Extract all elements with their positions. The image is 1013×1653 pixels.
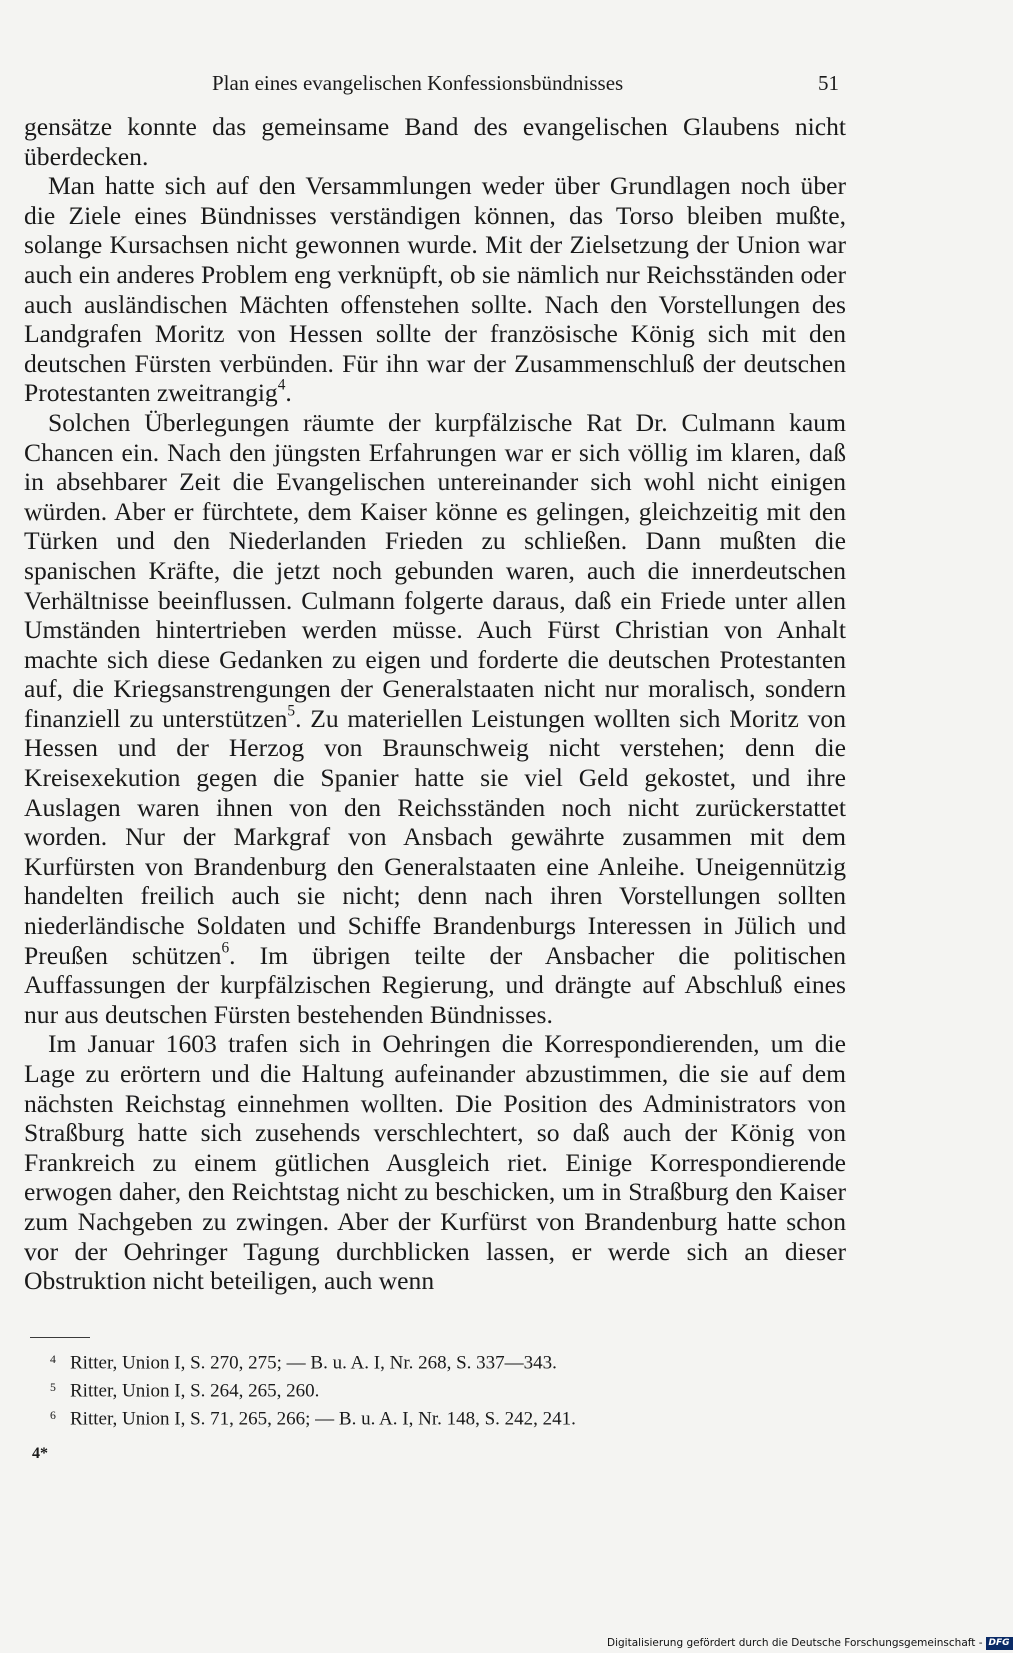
dfg-logo[interactable]: DFG [986,1637,1013,1650]
paragraph-1-text: gensätze konnte das gemeinsame Band des evangelischen Glaubens nicht überdecken. [24,112,846,171]
credit-text: Digitalisierung gefördert durch die Deutsche Forschungsgemeinschaft - [607,1637,983,1649]
paragraph-2-text: Man hatte sich auf den Versammlungen weder über Grundlagen noch über die Ziele eines Bündnisses verständigen können, das Torso bleiben mußte, solange Kursachsen nicht gewonnen wurde. Mit der Zielsetzung der Union war auch ein anderes Problem eng verknüpft, ob sie nämlich nur Reichsständen oder auch ausländischen Mächten offenstehen sollte. Nach den Vorstellungen des Landgrafen Moritz von Hessen sollte der französische König sich mit den deutschen Fürsten verbünden. Für ihn war der Zusammenschluß der deutschen Protestanten zweitrangig [24,171,846,408]
footnote-rule [30,1337,90,1338]
paragraph-3-text-b: . Zu materiellen Leistungen wollten sich Moritz von Hessen und der Herzog von Braunschweig nicht verstehen; denn die Kreisexekution gegen die Spanier hatte sie viel Geld gekostet, und ihre Auslagen waren ihnen von den Reichsständen noch nicht zurückerstattet worden. Nur der Markgraf von Ansbach gewährte zusammen mit dem Kurfürsten von Brandenburg den Generalstaaten eine Anleihe. Uneigennützig handelten freilich auch sie nicht; denn nach ihren Vorstellungen sollten niederländische Soldaten und Schiffe Brandenburgs Interessen in Jülich und Preußen schützen [24,703,846,970]
footnote-5 [50,1376,810,1404]
digitization-credit [607,1635,1013,1651]
footnote-number: 4 [50,1353,56,1366]
footnote-ref-5[interactable]: 5 [287,702,296,720]
footnote-6 [50,1404,810,1432]
footnotes [50,1348,810,1431]
paragraph-3-text-c: . Im übrigen teilte der Ansbacher die politischen Auffassungen der kurpfälzischen Regierung, und drängte auf Abschluß eines nur aus deutschen Fürsten bestehenden Bündnisses. [24,940,846,1029]
paragraph-4 [24,1029,846,1295]
running-head [0,68,1000,98]
footnote-number: 6 [50,1408,56,1422]
footnote-text: Ritter, Union I, S. 71, 265, 266; — B. u. A. I, Nr. 148, S. 242, 241. [70,1407,576,1429]
paragraph-2 [24,171,846,408]
footnote-ref-4[interactable]: 4 [277,376,286,394]
paragraph-2-end: . [285,378,292,408]
footnote-4 [50,1348,810,1376]
footnote-text: Ritter, Union I, S. 264, 265, 260. [70,1380,320,1402]
paragraph-4-text: Im Januar 1603 trafen sich in Oehringen die Korrespondierenden, um die Lage zu erörtern und die Haltung aufeinander abzustimmen, die sie auf dem nächsten Reichstag einnehmen wollten. Die Position des Administrators von Straßburg hatte sich zusehends verschlechtert, so daß auch der König von Frankreich zu einem gütlichen Ausgleich riet. Einige Korrespondierende erwogen daher, den Reichtstag nicht zu beschicken, um in Straßburg den Kaiser zum Nachgeben zu zwingen. Aber der Kurfürst von Brandenburg hatte schon vor der Oehringer Tagung durchblicken lassen, er werde sich an dieser Obstruktion nicht beteiligen, auch wenn [24,1029,846,1296]
footnote-number: 5 [50,1380,56,1394]
paragraph-1 [24,112,846,171]
signature-mark: 4* [32,1445,48,1462]
paragraph-3-text-a: Solchen Überlegungen räumte der kurpfälzische Rat Dr. Culmann kaum Chancen ein. Nach den jüngsten Erfahrungen war er sich völlig im klaren, daß in absehbarer Zeit die Evangelischen untereinander sich wohl nicht einigen würden. Aber er fürchtete, dem Kaiser könne es gelingen, gleichzeitig mit den Türken und den Niederlanden Frieden zu schließen. Dann mußten die spanischen Kräfte, die jetzt noch gebunden waren, auch die innerdeutschen Verhältnisse beeinflussen. Culmann folgerte daraus, daß ein Friede unter allen Umständen hintertrieben werden müsse. Auch Fürst Christian von Anhalt machte sich diese Gedanken zu eigen und forderte die deutschen Protestanten auf, die Kriegsanstrengungen der Generalstaaten nicht nur moralisch, sondern finanziell zu unterstützen [24,407,846,733]
footnote-text: Ritter, Union I, S. 270, 275; — B. u. A. I, Nr. 268, S. 337—343. [70,1352,557,1374]
page-number: 51 [818,71,839,95]
running-title: Plan eines evangelischen Konfessionsbündnisses [212,71,624,95]
paragraph-3 [24,408,846,1029]
footnote-ref-6[interactable]: 6 [221,939,230,957]
body-text [24,112,846,1296]
